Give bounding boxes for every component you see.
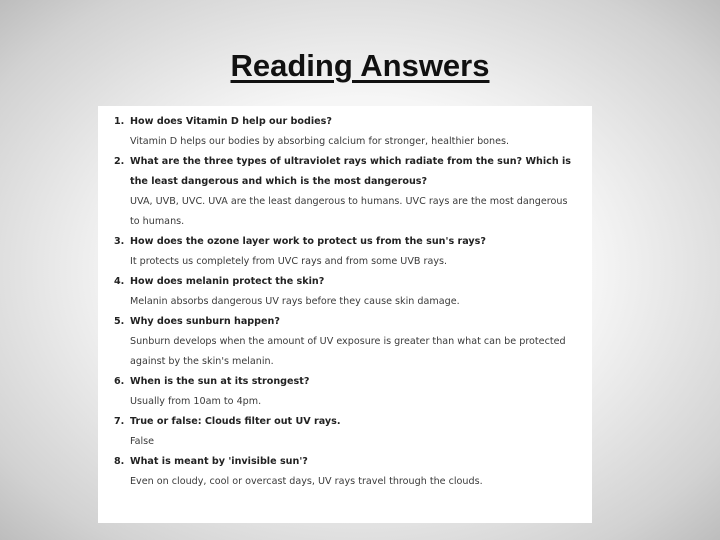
qa-item bbox=[114, 312, 578, 372]
qa-item bbox=[114, 452, 578, 492]
qa-number: 1. bbox=[114, 116, 125, 127]
qa-answer: It protects us completely from UVC rays and from some UVB rays. bbox=[130, 256, 448, 267]
qa-item bbox=[114, 412, 578, 452]
qa-number: 4. bbox=[114, 276, 125, 287]
qa-answer: False bbox=[130, 436, 155, 447]
qa-answer: Usually from 10am to 4pm. bbox=[130, 396, 262, 407]
qa-answer: Melanin absorbs dangerous UV rays before they cause skin damage. bbox=[130, 296, 460, 307]
qa-question: What are the three types of ultraviolet rays which radiate from the sun? Which is the least dangerous and which is the most dangerous? bbox=[130, 156, 572, 187]
qa-question: Why does sunburn happen? bbox=[130, 316, 280, 327]
qa-number: 6. bbox=[114, 376, 125, 387]
qa-answer: UVA, UVB, UVC. UVA are the least dangerous to humans. UVC rays are the most dangerous to humans. bbox=[130, 196, 568, 227]
qa-number: 2. bbox=[114, 156, 125, 167]
qa-question: How does the ozone layer work to protect us from the sun's rays? bbox=[130, 236, 486, 247]
qa-item bbox=[114, 232, 578, 272]
qa-number: 5. bbox=[114, 316, 125, 327]
qa-number: 3. bbox=[114, 236, 125, 247]
qa-number: 7. bbox=[114, 416, 125, 427]
qa-answer: Vitamin D helps our bodies by absorbing calcium for stronger, healthier bones. bbox=[130, 136, 510, 147]
answers-document bbox=[98, 106, 592, 523]
qa-number: 8. bbox=[114, 456, 125, 467]
qa-question: How does melanin protect the skin? bbox=[130, 276, 325, 287]
qa-item bbox=[114, 112, 578, 152]
qa-list bbox=[114, 112, 578, 492]
qa-question: When is the sun at its strongest? bbox=[130, 376, 310, 387]
qa-question: What is meant by 'invisible sun'? bbox=[130, 456, 308, 467]
slide-title: Reading Answers bbox=[230, 48, 490, 83]
qa-answer: Even on cloudy, cool or overcast days, UV rays travel through the clouds. bbox=[130, 476, 483, 487]
qa-answer: Sunburn develops when the amount of UV exposure is greater than what can be protected against by the skin's melanin. bbox=[130, 336, 566, 367]
qa-item bbox=[114, 372, 578, 412]
qa-question: True or false: Clouds filter out UV rays. bbox=[130, 416, 341, 427]
qa-item bbox=[114, 272, 578, 312]
qa-question: How does Vitamin D help our bodies? bbox=[130, 116, 332, 127]
qa-item bbox=[114, 152, 578, 232]
